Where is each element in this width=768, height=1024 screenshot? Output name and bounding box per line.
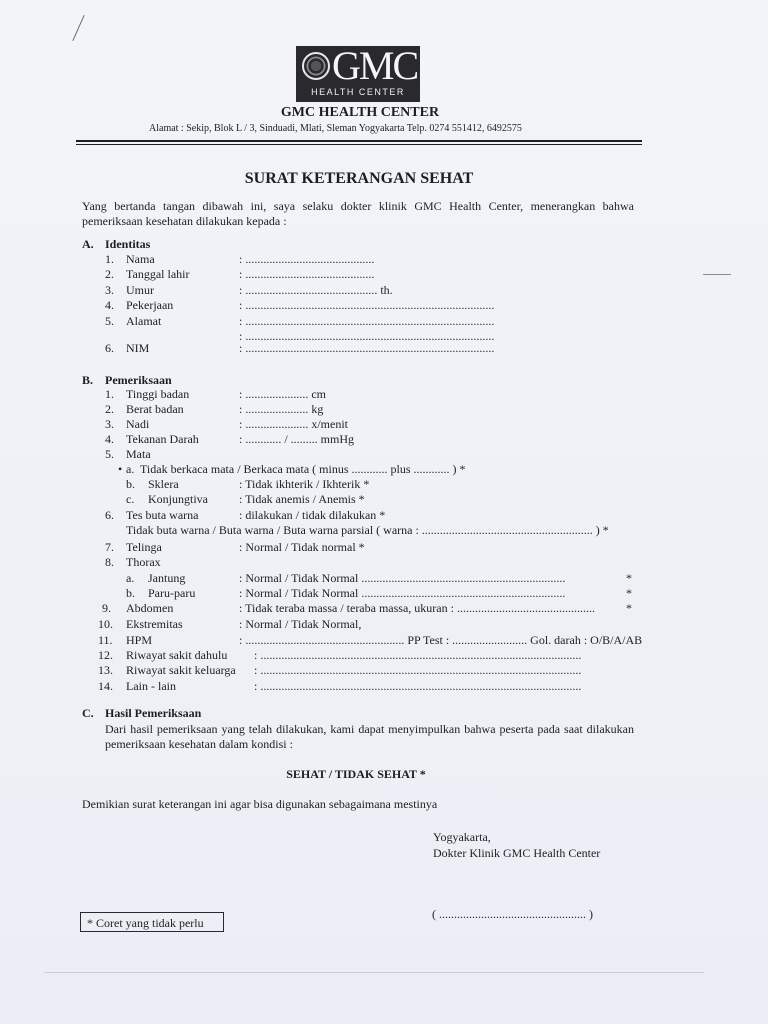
field-label: Ekstremitas <box>126 617 183 631</box>
list-item-num: 8. <box>105 555 114 569</box>
signature-name-line: ( ................................................. ) <box>432 907 593 921</box>
header-rule-thin <box>76 144 642 145</box>
signature-city: Yogyakarta, <box>433 830 491 844</box>
field-value: : Normal / Tidak Normal .................................................................... <box>239 586 566 600</box>
field-label: Tanggal lahir <box>126 267 190 281</box>
asterisk-mark: * <box>626 571 632 585</box>
field-value: : ............................................ th. <box>239 283 393 297</box>
org-name: GMC HEALTH CENTER <box>280 105 440 120</box>
field-label: Tekanan Darah <box>126 432 199 446</box>
field-label: Konjungtiva <box>148 492 208 506</box>
list-item-num: 4. <box>105 298 114 312</box>
section-b-letter: B. <box>82 373 94 387</box>
field-label: Lain - lain <box>126 679 176 693</box>
field-label: Pekerjaan <box>126 298 174 312</box>
list-item-num: 1. <box>105 252 114 266</box>
field-label: Abdomen <box>126 601 174 615</box>
field-label: Jantung <box>148 571 186 585</box>
document-title: SURAT KETERANGAN SEHAT <box>244 170 474 187</box>
list-item-num: 4. <box>105 432 114 446</box>
field-label: HPM <box>126 633 153 647</box>
sub-item-letter: b. <box>126 477 135 491</box>
field-value: : Normal / Tidak Normal .................................................................... <box>239 571 566 585</box>
sub-item-letter: a. <box>126 571 135 585</box>
asterisk-mark: * <box>626 601 632 615</box>
list-item-num: 3. <box>105 283 114 297</box>
list-item-num: 5. <box>105 447 114 461</box>
field-label: Riwayat sakit dahulu <box>126 648 228 662</box>
list-item-num: 2. <box>105 267 114 281</box>
page-edge <box>44 972 704 973</box>
list-item-num: 6. <box>105 508 114 522</box>
field-value: : ..................... cm <box>239 387 326 401</box>
field-value: : ..................... x/menit <box>239 417 348 431</box>
closing-statement: Demikian surat keterangan ini agar bisa digunakan sebagaimana mestinya <box>82 797 438 811</box>
health-result: SEHAT / TIDAK SEHAT * <box>286 767 426 781</box>
field-value: : ........................................... <box>239 267 375 281</box>
field-value: : ................................................................................... <box>239 341 495 355</box>
list-item-num: 12. <box>98 648 113 662</box>
field-value: : ..................................................... PP Test : ......................... Gol. darah : O/B/A/AB <box>239 633 643 647</box>
list-item-num: 11. <box>98 633 113 647</box>
section-b-heading: Pemeriksaan <box>105 373 172 387</box>
org-address: Alamat : Sekip, Blok L / 3, Sinduadi, Mlati, Sleman Yogyakarta Telp. 0274 551412, 6492575 <box>149 123 522 134</box>
field-value: : ........................................... <box>239 252 375 266</box>
color-blind-options: Tidak buta warna / Buta warna / Buta warna parsial ( warna : ......................................................... ) * <box>126 523 609 537</box>
list-item-num: 10. <box>98 617 113 631</box>
section-c-paragraph: Dari hasil pemeriksaan yang telah dilakukan, kami dapat menyimpulkan bahwa peserta pada saat dilakukan pemeriksaan kesehatan dalam kondisi : <box>105 722 634 751</box>
logo-seal-icon <box>302 52 330 80</box>
field-label: Mata <box>126 447 151 461</box>
list-item-num: 2. <box>105 402 114 416</box>
field-label: Alamat <box>126 314 162 328</box>
list-item-num: 14. <box>98 679 113 693</box>
field-label: Thorax <box>126 555 161 569</box>
sub-item-letter: a. <box>126 462 135 476</box>
list-item-num: 3. <box>105 417 114 431</box>
field-label: Nadi <box>126 417 150 431</box>
section-a-heading: Identitas <box>105 237 151 251</box>
field-value: : Tidak anemis / Anemis * <box>239 492 365 506</box>
field-value: : ............ / ......... mmHg <box>239 432 355 446</box>
field-value: : Normal / Tidak normal * <box>239 540 365 554</box>
header-rule <box>76 140 642 142</box>
field-label: Telinga <box>126 540 162 554</box>
field-value: : ........................................................................................................... <box>254 663 582 677</box>
footnote-box: * Coret yang tidak perlu <box>80 912 224 932</box>
field-label: Nama <box>126 252 155 266</box>
field-value: : ................................................................................... <box>239 298 495 312</box>
logo-text: GMC <box>332 43 418 88</box>
field-label: Tinggi badan <box>126 387 190 401</box>
field-label: Tes buta warna <box>126 508 199 522</box>
field-value: : ................................................................................... <box>239 314 495 328</box>
section-c-heading: Hasil Pemeriksaan <box>105 706 202 720</box>
list-item-num: 1. <box>105 387 114 401</box>
field-value: : ........................................................................................................... <box>254 648 582 662</box>
bullet-mark: • <box>118 462 123 476</box>
sub-item-letter: c. <box>126 492 135 506</box>
sub-item-text: Tidak berkaca mata / Berkaca mata ( minus ............ plus ............ ) * <box>140 462 466 476</box>
field-value: : ................................................................................... <box>239 329 495 343</box>
section-c-letter: C. <box>82 706 94 720</box>
sub-item-letter: b. <box>126 586 135 600</box>
field-value: : Tidak teraba massa / teraba massa, ukuran : .............................................. <box>239 601 595 615</box>
field-label: Riwayat sakit keluarga <box>126 663 236 677</box>
intro-paragraph: Yang bertanda tangan dibawah ini, saya selaku dokter klinik GMC Health Center, menerangkan bahwa pemeriksaan kesehatan dilakukan kepada : <box>82 199 634 228</box>
list-item-num: 5. <box>105 314 114 328</box>
list-item-num: 13. <box>98 663 113 677</box>
field-label: Sklera <box>148 477 179 491</box>
margin-mark <box>703 274 731 275</box>
list-item-num: 9. <box>102 601 111 615</box>
field-value: : Normal / Tidak Normal, <box>239 617 362 631</box>
field-label: Berat badan <box>126 402 184 416</box>
field-value: : dilakukan / tidak dilakukan * <box>239 508 386 522</box>
field-label: Paru-paru <box>148 586 196 600</box>
list-item-num: 7. <box>105 540 114 554</box>
field-label: NIM <box>126 341 150 355</box>
gmc-logo <box>296 43 420 102</box>
field-value: : ........................................................................................................... <box>254 679 582 693</box>
section-a-letter: A. <box>82 237 94 251</box>
field-value: : Tidak ikhterik / Ikhterik * <box>239 477 370 491</box>
pen-mark <box>72 15 84 41</box>
list-item-num: 6. <box>105 341 114 355</box>
logo-subtext: HEALTH CENTER <box>311 87 405 97</box>
signature-role: Dokter Klinik GMC Health Center <box>433 846 601 860</box>
field-value: : ..................... kg <box>239 402 324 416</box>
field-label: Umur <box>126 283 154 297</box>
asterisk-mark: * <box>626 586 632 600</box>
